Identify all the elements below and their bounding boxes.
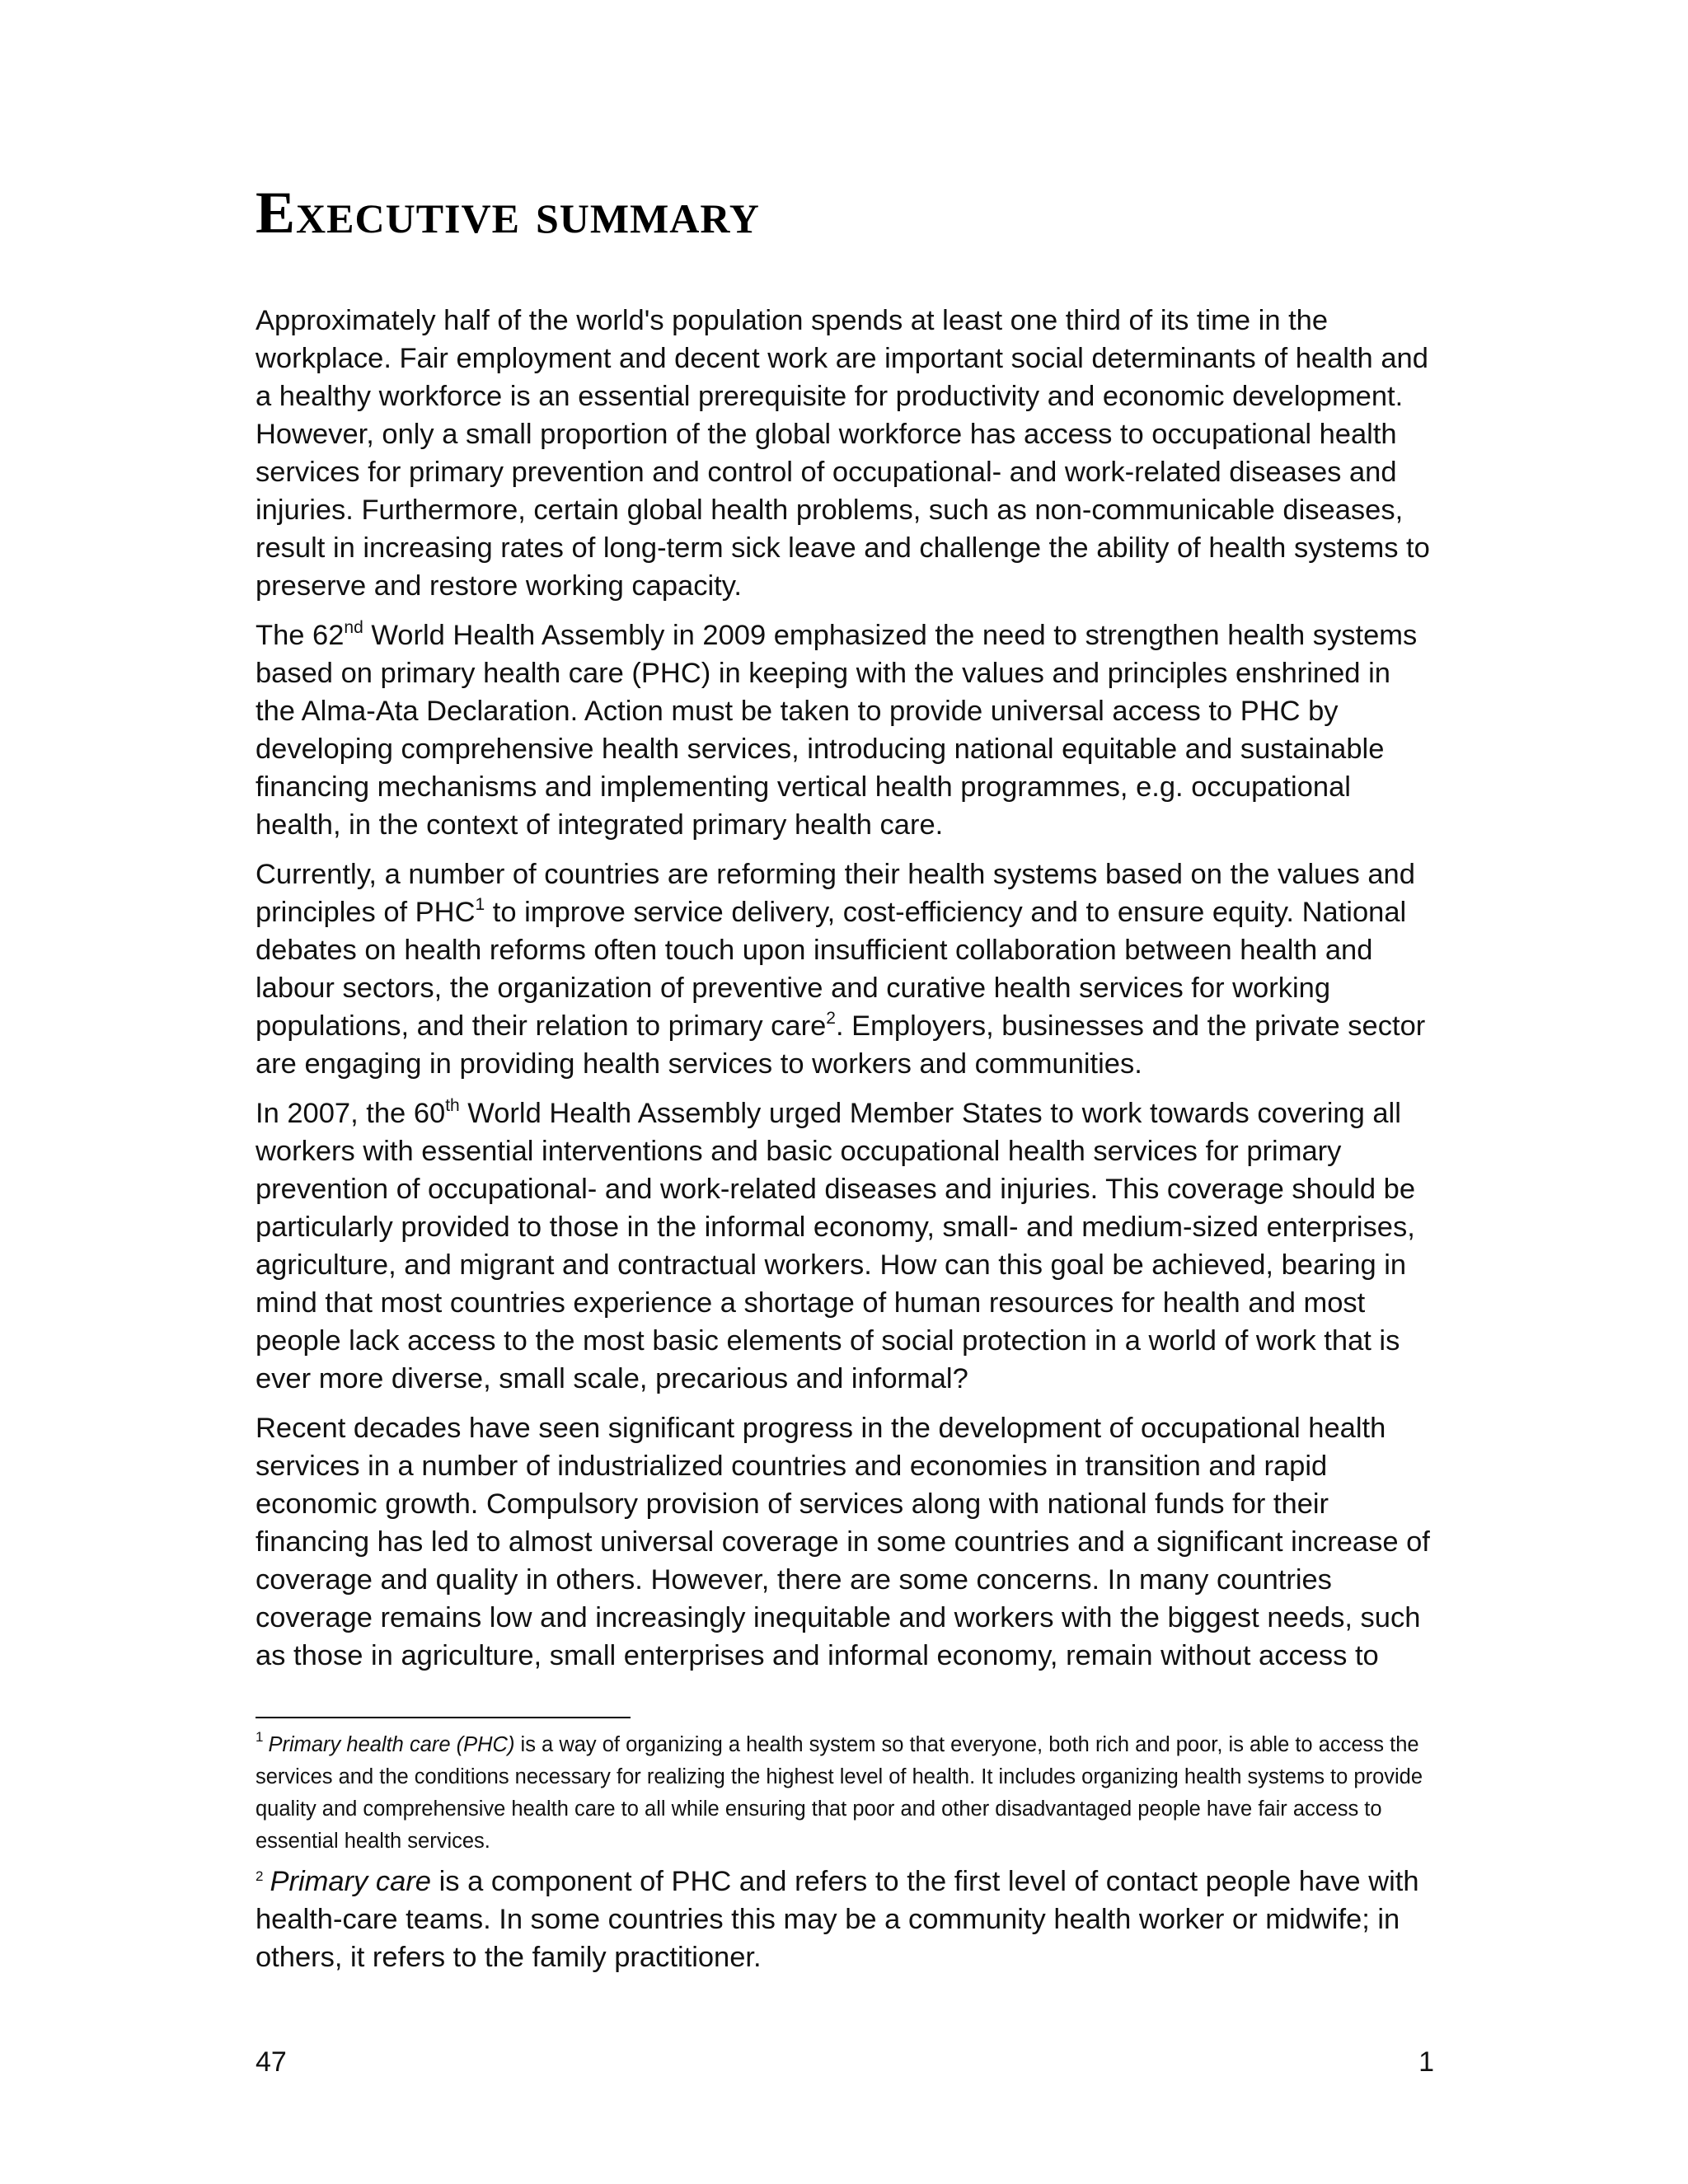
footnote-reference-2[interactable]: 2 bbox=[826, 1009, 836, 1028]
footnote-separator bbox=[256, 1717, 631, 1718]
paragraph-3 bbox=[256, 855, 1434, 1083]
page-title: Executive summary bbox=[256, 180, 760, 246]
paragraph-2 bbox=[256, 616, 1434, 844]
paragraph-2-text-b: World Health Assembly in 2009 emphasized the need to strengthen health systems based on primary health care (PHC) in keeping with the values and principles enshrined in the Alma-Ata Declaration. Action must be taken to provide universal access to PHC by developing comprehensive health services, introducing national equitable and sustainable financing mechanisms and implementing vertical health programmes, e.g. occupational health, in the context of integrated primary health care. bbox=[256, 620, 1418, 841]
footnote-2-text: is a component of PHC and refers to the first level of contact people have with health-care teams. In some countries this may be a community health worker or midwife; in others, it refers to the family practitioner. bbox=[256, 1866, 1419, 1973]
ordinal-superscript: nd bbox=[344, 618, 363, 637]
footnote-2 bbox=[256, 1863, 1434, 1976]
footnote-2-marker: 2 bbox=[256, 1868, 264, 1884]
paragraph-5 bbox=[256, 1409, 1434, 1675]
paragraph-2-text-a: The 62 bbox=[256, 620, 345, 651]
page-number-right: 1 bbox=[1418, 2046, 1434, 2078]
footnote-2-term: Primary care bbox=[270, 1866, 431, 1897]
paragraph-3-text-b: to improve service delivery, cost-efficiency and to ensure equity. National debates on health reforms often touch upon insufficient collaboration between health and labour sectors, the organization of preventive and curative health services for working populations, and their relation to primary care bbox=[256, 897, 1407, 1042]
paragraph-3-text-c: . Employers, businesses and the private sector are engaging in providing health services to workers and communities. bbox=[256, 1010, 1426, 1080]
ordinal-superscript: th bbox=[445, 1096, 460, 1115]
body-text bbox=[256, 302, 1434, 1686]
paragraph-5-text: Recent decades have seen significant progress in the development of occupational health services in a number of industrialized countries and economies in transition and rapid economic growth. Compulsory provision of services along with national funds for their financing has led to almost universal coverage in some countries and a significant increase of coverage and quality in others. However, there are some concerns. In many countries coverage remains low and increasingly inequitable and workers with the biggest needs, such as those in agriculture, small enterprises and informal economy, remain without access to bbox=[256, 1413, 1430, 1671]
page-number-left: 47 bbox=[256, 2046, 287, 2078]
footnote-1-term: Primary health care (PHC) bbox=[268, 1733, 515, 1756]
paragraph-1-text: Approximately half of the world's population spends at least one third of its time in the workplace. Fair employment and decent work are important social determinants of health and a healthy workforce is an essential prerequisite for productivity and economic development. However, only a small proportion of the global workforce has access to occupational health services for primary prevention and control of occupational- and work-related diseases and injuries. Furthermore, certain global health problems, such as non-communicable diseases, result in increasing rates of long-term sick leave and challenge the ability of health systems to preserve and restore working capacity. bbox=[256, 305, 1430, 602]
paragraph-3-text-a: Currently, a number of countries are reforming their health systems based on the values and principles of PHC bbox=[256, 859, 1415, 928]
paragraph-4-text-b: World Health Assembly urged Member States to work towards covering all workers with essential interventions and basic occupational health services for primary prevention of occupational- and work-related diseases and injuries. This coverage should be particularly provided to those in the informal economy, small- and medium-sized enterprises, agriculture, and migrant and contractual workers. How can this goal be achieved, bearing in mind that most countries experience a shortage of human resources for health and most people lack access to the most basic elements of social protection in a world of work that is ever more diverse, small scale, precarious and informal? bbox=[256, 1098, 1416, 1394]
footnote-1-text: is a way of organizing a health system so that everyone, both rich and poor, is able to access the services and the conditions necessary for realizing the highest level of health. It includes organizing health systems to provide quality and comprehensive health care to all while ensuring that poor and other disadvantaged people have fair access to essential health services. bbox=[256, 1733, 1423, 1853]
footnote-reference-1[interactable]: 1 bbox=[475, 895, 485, 914]
footnote-1-marker: 1 bbox=[256, 1729, 264, 1745]
footnote-1 bbox=[256, 1729, 1434, 1858]
paragraph-4-text-a: In 2007, the 60 bbox=[256, 1098, 446, 1129]
paragraph-1 bbox=[256, 302, 1434, 605]
paragraph-4 bbox=[256, 1094, 1434, 1398]
